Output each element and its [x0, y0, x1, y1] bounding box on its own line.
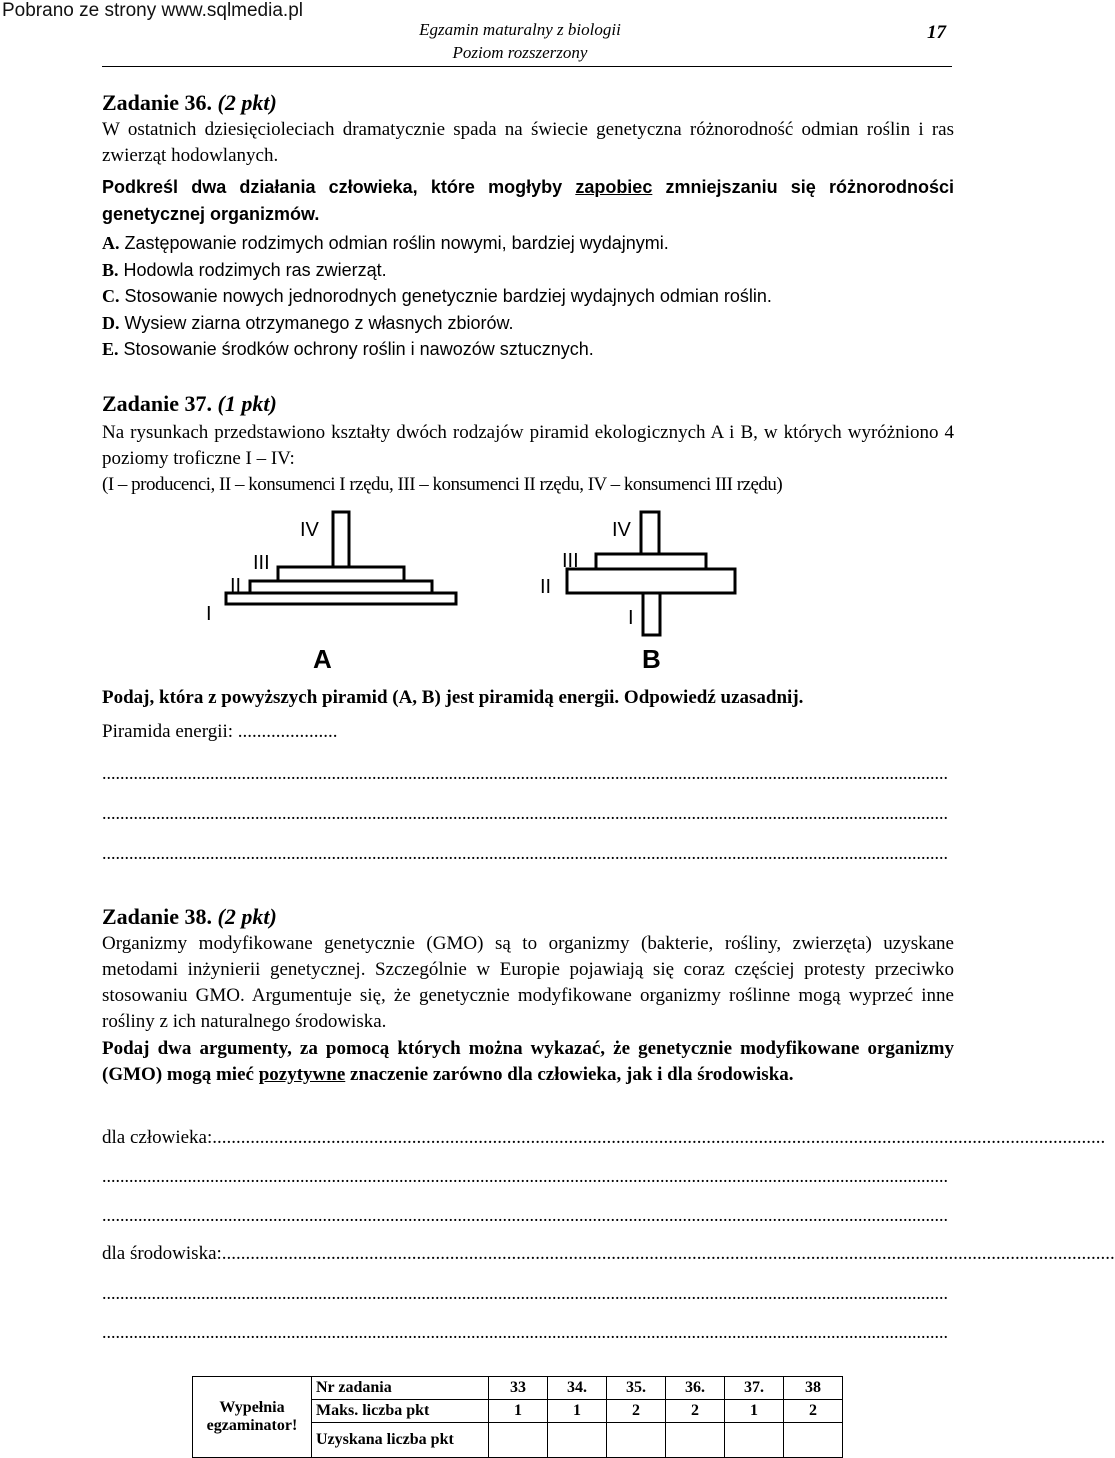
- task-37-text: Na rysunkach przedstawiono kształty dwóch rodzajów piramid ekologicznych A i B, w których wyróżniono 4 poziomy troficzne I – IV:: [102, 422, 954, 469]
- task-number-cell: 37.: [725, 1377, 784, 1400]
- obtained-points-cell[interactable]: [725, 1423, 784, 1458]
- task-36-option-e[interactable]: E. Stosowanie środków ochrony roślin i nawozów sztucznych.: [102, 339, 594, 359]
- obtained-points-cell[interactable]: [489, 1423, 548, 1458]
- task-38-env-line-2[interactable]: ............................................................................................................................................................................................: [102, 1283, 948, 1303]
- obtained-points-cell[interactable]: [784, 1423, 843, 1458]
- task-number-cell: 38: [784, 1377, 843, 1400]
- pyramid-b-level-2: [567, 569, 735, 593]
- task-36-title: Zadanie 36. (2 pkt): [102, 90, 277, 115]
- header-exam-title: Egzamin maturalny z biologii: [419, 20, 621, 39]
- row-label-task-number: Nr zadania: [312, 1377, 489, 1400]
- ecological-pyramids-figure: [0, 500, 960, 680]
- pyramid-b-label-iv: IV: [612, 519, 631, 541]
- pyramid-b-caption: B: [642, 644, 661, 674]
- task-38-command: Podaj dwa argumenty, za pomocą których można wykazać, że genetycznie modyfikowane organizmy (GMO) mogą mieć pozytywne znaczenie zarówno dla człowieka, jak i dla środowiska.: [102, 1038, 954, 1085]
- header-level: Poziom rozszerzony: [452, 43, 588, 62]
- pyramid-a-label-ii: II: [230, 575, 242, 597]
- max-points-cell: 1: [548, 1400, 607, 1423]
- header-rule: [102, 66, 952, 67]
- pyramid-a-label-i: I: [206, 603, 212, 625]
- task-number-cell: 33: [489, 1377, 548, 1400]
- row-label-obtained-points: Uzyskana liczba pkt: [312, 1423, 489, 1458]
- pyramid-a-level-3: [278, 567, 404, 581]
- task-37-legend: (I – producenci, II – konsumenci I rzędu, III – konsumenci II rzędu, IV – konsumenci III rzędu): [102, 474, 783, 495]
- pyramid-b-label-i: I: [628, 607, 634, 629]
- pyramid-b-label-ii: II: [540, 576, 552, 598]
- task-36-intro: W ostatnich dziesięcioleciach dramatycznie spada na świecie genetyczna różnorodność odmian roślin i ras zwierząt hodowlanych.: [102, 119, 954, 166]
- task-38-human-line-2[interactable]: ............................................................................................................................................................................................: [102, 1166, 948, 1186]
- obtained-points-cell[interactable]: [548, 1423, 607, 1458]
- task-number-cell: 36.: [666, 1377, 725, 1400]
- task-36-option-d[interactable]: D. Wysiew ziarna otrzymanego z własnych zbiorów.: [102, 313, 514, 333]
- max-points-cell: 2: [607, 1400, 666, 1423]
- pyramid-a-caption: A: [313, 644, 332, 674]
- pyramid-a-level-4: [333, 512, 349, 567]
- max-points-cell: 2: [784, 1400, 843, 1423]
- max-points-cell: 1: [725, 1400, 784, 1423]
- task-37-answer-label[interactable]: Piramida energii: .....................: [102, 721, 338, 742]
- examiner-score-table: [192, 1376, 843, 1458]
- task-37-answer-line-2[interactable]: ............................................................................................................................................................................................: [102, 803, 948, 823]
- pyramid-b-level-4: [641, 512, 659, 554]
- max-points-cell: 2: [666, 1400, 725, 1423]
- task-37-title: Zadanie 37. (1 pkt): [102, 391, 277, 416]
- task-38-title: Zadanie 38. (2 pkt): [102, 904, 277, 929]
- row-label-max-points: Maks. liczba pkt: [312, 1400, 489, 1423]
- task-number-cell: 34.: [548, 1377, 607, 1400]
- task-38-env-line[interactable]: dla środowiska:............................................................................................................................................................................................: [102, 1243, 1115, 1264]
- task-36-option-c[interactable]: C. Stosowanie nowych jednorodnych genetycznie bardziej wydajnych odmian roślin.: [102, 286, 772, 306]
- max-points-cell: 1: [489, 1400, 548, 1423]
- obtained-points-cell[interactable]: [666, 1423, 725, 1458]
- examiner-label: Wypełnia egzaminator!: [193, 1377, 312, 1458]
- task-36-option-a[interactable]: A. Zastępowanie rodzimych odmian roślin nowymi, bardziej wydajnymi.: [102, 233, 669, 253]
- task-37-answer-line-3[interactable]: ............................................................................................................................................................................................: [102, 843, 948, 863]
- pyramid-a-level-1: [226, 593, 456, 604]
- page-number: 17: [927, 22, 946, 43]
- task-36-option-b[interactable]: B. Hodowla rodzimych ras zwierząt.: [102, 260, 387, 280]
- pyramid-b-level-1: [643, 593, 660, 635]
- task-38-intro: Organizmy modyfikowane genetycznie (GMO) są to organizmy (bakterie, rośliny, zwierzęta) uzyskane metodami inżynierii genetycznej. Szczególnie w Europie pojawiają się coraz częściej protesty przeciwko stosowaniu GMO. Argumentuje się, że genetycznie modyfikowane organizmy roślinne mogą wyprzeć inne rośliny z ich naturalnego środowiska.: [102, 933, 954, 1032]
- source-watermark: Pobrano ze strony www.sqlmedia.pl: [2, 0, 303, 21]
- pyramid-b-level-3: [596, 554, 706, 569]
- pyramid-a-label-iv: IV: [300, 519, 319, 541]
- task-38-human-line[interactable]: dla człowieka:............................................................................................................................................................................................: [102, 1127, 1106, 1148]
- task-37-question: Podaj, która z powyższych piramid (A, B) jest piramidą energii. Odpowiedź uzasadnij.: [102, 687, 804, 708]
- task-38-human-line-3[interactable]: ............................................................................................................................................................................................: [102, 1205, 948, 1225]
- pyramid-b-label-iii: III: [562, 550, 579, 572]
- task-number-cell: 35.: [607, 1377, 666, 1400]
- pyramid-a-level-2: [250, 581, 432, 593]
- obtained-points-cell[interactable]: [607, 1423, 666, 1458]
- pyramid-a-label-iii: III: [253, 552, 270, 574]
- task-38-env-line-3[interactable]: ............................................................................................................................................................................................: [102, 1322, 948, 1342]
- task-36-command: Podkreśl dwa działania człowieka, które mogłyby zapobiec zmniejszaniu się różnorodności genetycznej organizmów.: [102, 177, 954, 224]
- task-37-answer-line-1[interactable]: ............................................................................................................................................................................................: [102, 763, 948, 783]
